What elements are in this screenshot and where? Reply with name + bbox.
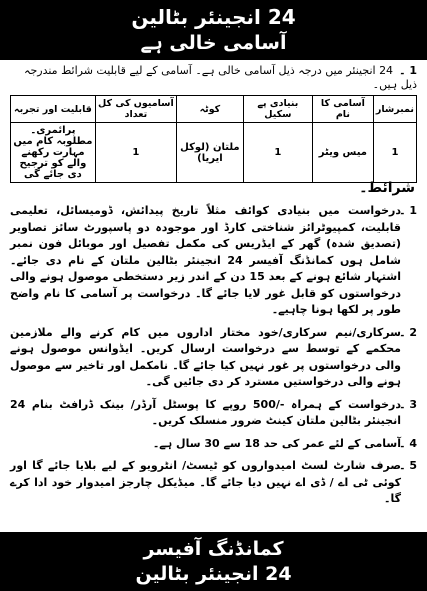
condition-text: آسامی کے لئے عمر کی حد 18 سے 30 سال ہے۔ [152, 436, 401, 450]
conditions-heading: شرائط۔ [359, 180, 415, 196]
list-item [10, 436, 417, 453]
conditions-list [10, 203, 417, 514]
condition-number: 3 ۔ [399, 397, 417, 411]
list-item [10, 458, 417, 508]
header-vacancy-title: آسامی خالی ہے [140, 32, 287, 54]
column-header: آسامی کا نام [312, 96, 373, 123]
condition-text: درخواست کے ہمراہ -/500 روپے کا پوسٹل آرڈر/ بینک ڈرافٹ بنام 24 انجینئر بٹالین ملتان کینٹ ضرور منسلک کریں۔ [10, 397, 402, 427]
table-cell: میس ویٹر [312, 123, 373, 183]
list-item [10, 325, 417, 391]
footer-unit-name: 24 انجینئر بٹالین [135, 563, 292, 585]
condition-number: 2 ۔ [399, 325, 417, 339]
column-header: بنیادی پے سکیل [243, 96, 312, 123]
footer-signatory-title: کمانڈنگ آفیسر [143, 538, 284, 560]
table-header-row [11, 96, 417, 123]
condition-text: سرکاری/نیم سرکاری/خود مختار اداروں میں کام کرنے والے ملازمین محکمے کے توسط سے درخواست ارسال کریں۔ ایڈوانس موصول ہونے والی درخواستوں پر غور نہیں کیا جائے گا۔ نامکمل اور تاخیر سے موصول ہونے والی درخواستیں مسترد کر دی جائیں گی۔ [10, 325, 401, 388]
column-header: کوٹہ [176, 96, 243, 123]
condition-text: درخواست میں بنیادی کوائف مثلاً تاریخ پیدائش، ڈومیسائل، تعلیمی قابلیت، کمپیوٹرائز شناختی کارڈ اور موجودہ دو پاسپورٹ سائز تصاویر (تصدیق شدہ) گھر کے ایڈریس کی مکمل تفصیل اور موبائل فون نمبر شامل ہوں کمانڈنگ آفیسر 24 انجینئر بٹالین ملتان کے نام دی جائے۔ اشتہار شائع ہونے کے بعد 15 دن کے اندر زیر دستخطی موصول ہونے والی درخواستوں کو قابل غور لایا جائے گا۔ درخواست پر آسامی کا نام واضح طور پر لکھا ہونا چاہیے۔ [10, 204, 401, 316]
intro-text: 24 انجینئر میں درجہ ذیل آسامی خالی ہے۔ آسامی کے لیے قابلیت شرائط مندرجہ ذیل ہیں۔ [24, 64, 417, 91]
column-header: نمبرشار [373, 96, 416, 123]
table-row [11, 123, 417, 183]
vacancy-table [10, 95, 417, 183]
header-unit-name: 24 انجینئر بٹالین [131, 5, 296, 29]
column-header: قابلیت اور تجربہ [11, 96, 96, 123]
header-banner [0, 0, 427, 60]
condition-number: 4 ۔ [399, 436, 417, 450]
intro-number: 1 ۔ [399, 64, 417, 77]
list-item [10, 203, 417, 319]
condition-number: 5 ۔ [399, 459, 417, 472]
table-cell: 1 [95, 123, 176, 183]
column-header: آسامیوں کی کل تعداد [95, 96, 176, 123]
footer-banner [0, 532, 427, 591]
condition-text: صرف شارٹ لسٹ امیدواروں کو ٹیسٹ/ انٹرویو کے لیے بلایا جائے گا اور کوئی ٹی اے / ڈی اے نہیں دیا جائے گا۔ میڈیکل چارجز امیدوار خود ادا کرے گا۔ [10, 459, 401, 505]
table-cell: پرائمری۔ مطلوبہ کام میں مہارت رکھنے والے کو ترجیح دی جائے گی [11, 123, 96, 183]
intro-paragraph [10, 64, 417, 92]
table-cell: ملتان (لوکل ایریا) [176, 123, 243, 183]
table-cell: 1 [373, 123, 416, 183]
list-item [10, 397, 417, 430]
table-cell: 1 [243, 123, 312, 183]
condition-number: 1 ۔ [399, 204, 417, 217]
